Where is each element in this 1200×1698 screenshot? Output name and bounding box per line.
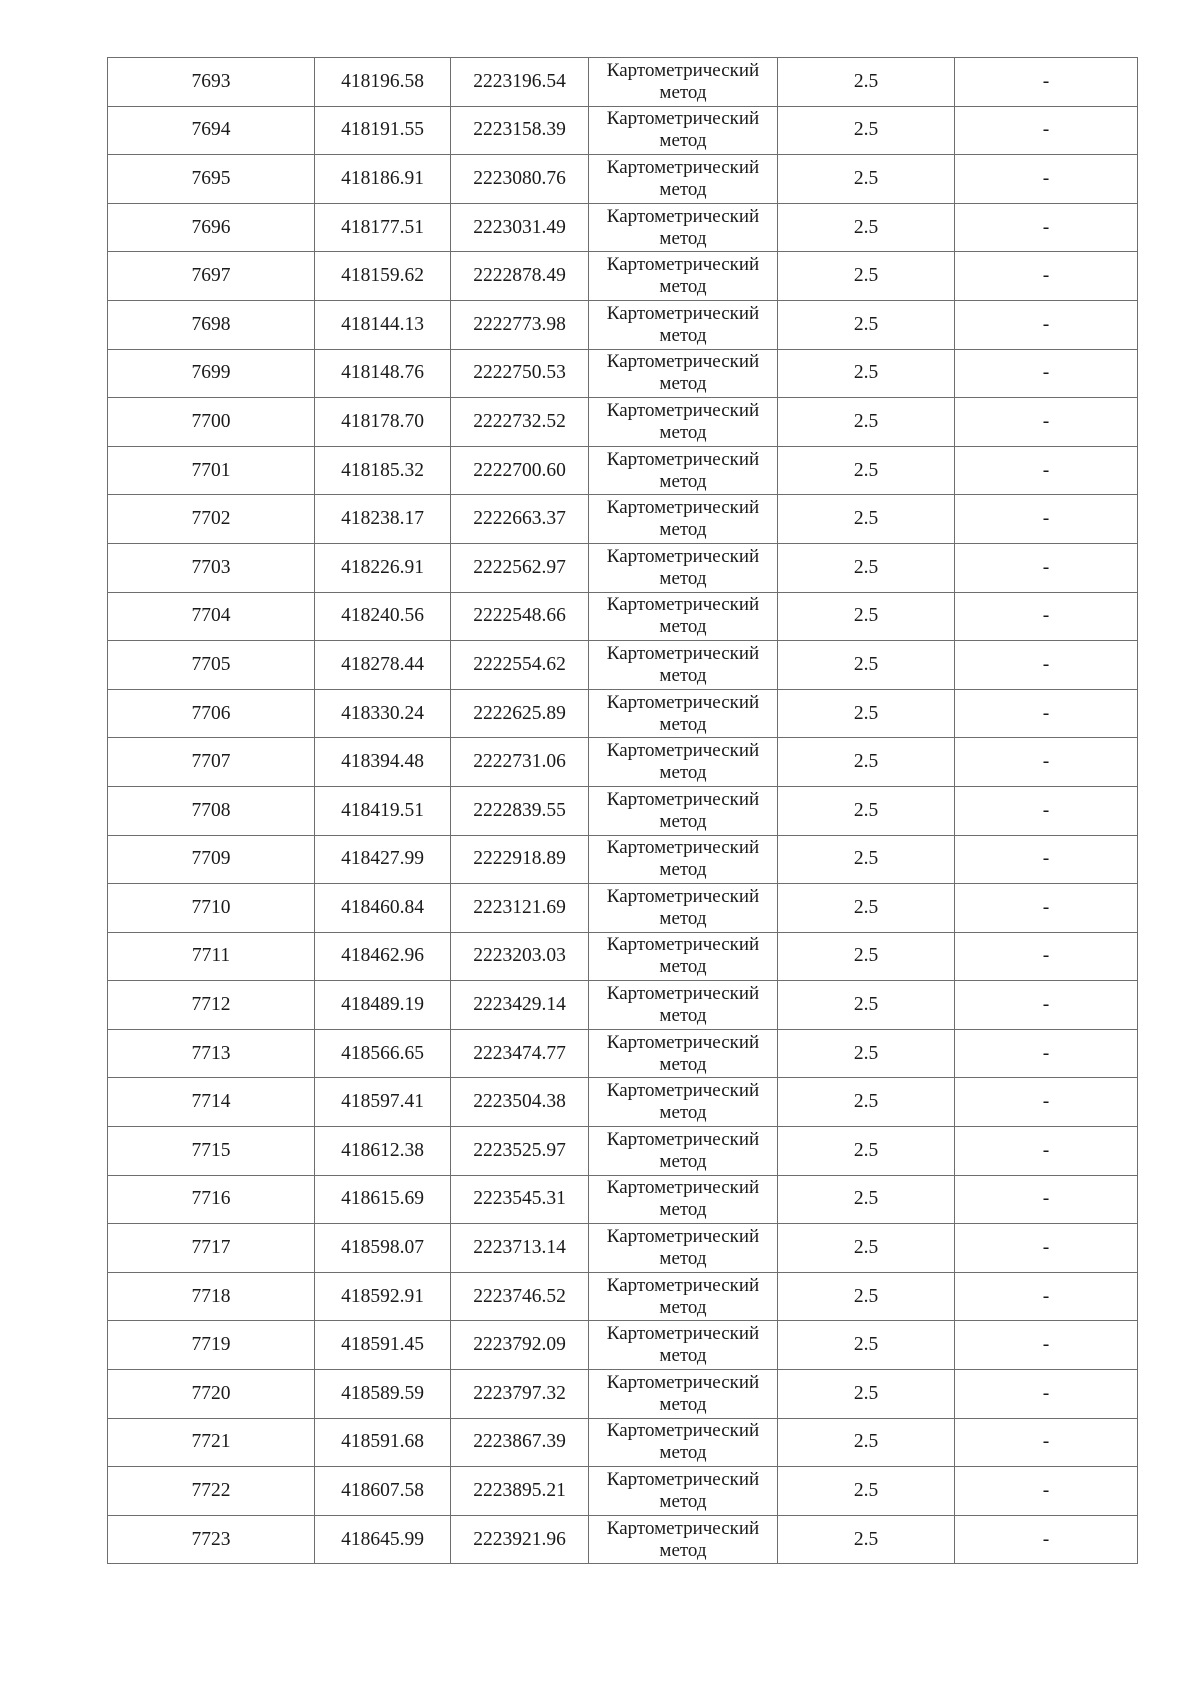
note-cell: - (955, 495, 1138, 544)
table-row (108, 252, 1138, 301)
point-number-cell: 7722 (108, 1467, 315, 1516)
note-cell: - (955, 543, 1138, 592)
point-number-cell: 7712 (108, 981, 315, 1030)
precision-cell: 2.5 (778, 398, 955, 447)
table-row (108, 300, 1138, 349)
note-cell: - (955, 203, 1138, 252)
precision-cell: 2.5 (778, 446, 955, 495)
y-coordinate-cell: 2222700.60 (451, 446, 589, 495)
precision-cell: 2.5 (778, 1321, 955, 1370)
y-coordinate-cell: 2222663.37 (451, 495, 589, 544)
point-number-cell: 7695 (108, 155, 315, 204)
table-row (108, 592, 1138, 641)
y-coordinate-cell: 2223504.38 (451, 1078, 589, 1127)
x-coordinate-cell: 418615.69 (315, 1175, 451, 1224)
note-cell: - (955, 884, 1138, 933)
table-row (108, 349, 1138, 398)
note-cell: - (955, 1467, 1138, 1516)
method-cell: Картометрический метод (589, 1321, 778, 1370)
note-cell: - (955, 1127, 1138, 1176)
y-coordinate-cell: 2223867.39 (451, 1418, 589, 1467)
point-number-cell: 7698 (108, 300, 315, 349)
x-coordinate-cell: 418178.70 (315, 398, 451, 447)
note-cell: - (955, 738, 1138, 787)
table-row (108, 1175, 1138, 1224)
point-number-cell: 7723 (108, 1515, 315, 1564)
note-cell: - (955, 1370, 1138, 1419)
table-row (108, 446, 1138, 495)
method-cell: Картометрический метод (589, 884, 778, 933)
method-cell: Картометрический метод (589, 446, 778, 495)
x-coordinate-cell: 418591.45 (315, 1321, 451, 1370)
precision-cell: 2.5 (778, 106, 955, 155)
table-row (108, 543, 1138, 592)
point-number-cell: 7710 (108, 884, 315, 933)
y-coordinate-cell: 2223121.69 (451, 884, 589, 933)
table-row (108, 932, 1138, 981)
method-cell: Картометрический метод (589, 1370, 778, 1419)
table-row (108, 884, 1138, 933)
note-cell: - (955, 1321, 1138, 1370)
table-row (108, 1467, 1138, 1516)
y-coordinate-cell: 2222839.55 (451, 786, 589, 835)
table-row (108, 1224, 1138, 1273)
y-coordinate-cell: 2222732.52 (451, 398, 589, 447)
point-number-cell: 7704 (108, 592, 315, 641)
method-cell: Картометрический метод (589, 495, 778, 544)
x-coordinate-cell: 418591.68 (315, 1418, 451, 1467)
precision-cell: 2.5 (778, 1224, 955, 1273)
point-number-cell: 7703 (108, 543, 315, 592)
precision-cell: 2.5 (778, 1078, 955, 1127)
point-number-cell: 7702 (108, 495, 315, 544)
table-row (108, 1272, 1138, 1321)
point-number-cell: 7705 (108, 641, 315, 690)
method-cell: Картометрический метод (589, 1418, 778, 1467)
table-row (108, 738, 1138, 787)
x-coordinate-cell: 418278.44 (315, 641, 451, 690)
y-coordinate-cell: 2223080.76 (451, 155, 589, 204)
note-cell: - (955, 786, 1138, 835)
point-number-cell: 7717 (108, 1224, 315, 1273)
point-number-cell: 7707 (108, 738, 315, 787)
y-coordinate-cell: 2222731.06 (451, 738, 589, 787)
method-cell: Картометрический метод (589, 981, 778, 1030)
point-number-cell: 7714 (108, 1078, 315, 1127)
method-cell: Картометрический метод (589, 1029, 778, 1078)
note-cell: - (955, 252, 1138, 301)
method-cell: Картометрический метод (589, 155, 778, 204)
table-row (108, 981, 1138, 1030)
precision-cell: 2.5 (778, 592, 955, 641)
method-cell: Картометрический метод (589, 932, 778, 981)
point-number-cell: 7694 (108, 106, 315, 155)
x-coordinate-cell: 418226.91 (315, 543, 451, 592)
point-number-cell: 7713 (108, 1029, 315, 1078)
y-coordinate-cell: 2223158.39 (451, 106, 589, 155)
table-row (108, 641, 1138, 690)
note-cell: - (955, 1272, 1138, 1321)
precision-cell: 2.5 (778, 1175, 955, 1224)
method-cell: Картометрический метод (589, 1224, 778, 1273)
method-cell: Картометрический метод (589, 641, 778, 690)
precision-cell: 2.5 (778, 543, 955, 592)
method-cell: Картометрический метод (589, 689, 778, 738)
table-row (108, 1029, 1138, 1078)
precision-cell: 2.5 (778, 932, 955, 981)
method-cell: Картометрический метод (589, 300, 778, 349)
x-coordinate-cell: 418240.56 (315, 592, 451, 641)
note-cell: - (955, 58, 1138, 107)
table-row (108, 155, 1138, 204)
method-cell: Картометрический метод (589, 543, 778, 592)
point-number-cell: 7697 (108, 252, 315, 301)
note-cell: - (955, 446, 1138, 495)
y-coordinate-cell: 2222918.89 (451, 835, 589, 884)
method-cell: Картометрический метод (589, 106, 778, 155)
x-coordinate-cell: 418185.32 (315, 446, 451, 495)
method-cell: Картометрический метод (589, 1272, 778, 1321)
x-coordinate-cell: 418612.38 (315, 1127, 451, 1176)
x-coordinate-cell: 418462.96 (315, 932, 451, 981)
table-row (108, 495, 1138, 544)
note-cell: - (955, 592, 1138, 641)
table-row (108, 835, 1138, 884)
point-number-cell: 7701 (108, 446, 315, 495)
y-coordinate-cell: 2222625.89 (451, 689, 589, 738)
x-coordinate-cell: 418645.99 (315, 1515, 451, 1564)
method-cell: Картометрический метод (589, 738, 778, 787)
y-coordinate-cell: 2222878.49 (451, 252, 589, 301)
method-cell: Картометрический метод (589, 1467, 778, 1516)
precision-cell: 2.5 (778, 1272, 955, 1321)
method-cell: Картометрический метод (589, 349, 778, 398)
x-coordinate-cell: 418592.91 (315, 1272, 451, 1321)
precision-cell: 2.5 (778, 495, 955, 544)
note-cell: - (955, 398, 1138, 447)
method-cell: Картометрический метод (589, 1175, 778, 1224)
x-coordinate-cell: 418419.51 (315, 786, 451, 835)
x-coordinate-cell: 418566.65 (315, 1029, 451, 1078)
precision-cell: 2.5 (778, 689, 955, 738)
x-coordinate-cell: 418597.41 (315, 1078, 451, 1127)
x-coordinate-cell: 418460.84 (315, 884, 451, 933)
precision-cell: 2.5 (778, 252, 955, 301)
precision-cell: 2.5 (778, 884, 955, 933)
table-row (108, 786, 1138, 835)
point-number-cell: 7693 (108, 58, 315, 107)
method-cell: Картометрический метод (589, 1127, 778, 1176)
method-cell: Картометрический метод (589, 58, 778, 107)
note-cell: - (955, 106, 1138, 155)
table-row (108, 1127, 1138, 1176)
method-cell: Картометрический метод (589, 835, 778, 884)
y-coordinate-cell: 2223525.97 (451, 1127, 589, 1176)
method-cell: Картометрический метод (589, 1078, 778, 1127)
x-coordinate-cell: 418191.55 (315, 106, 451, 155)
table-row (108, 1418, 1138, 1467)
precision-cell: 2.5 (778, 1370, 955, 1419)
y-coordinate-cell: 2222548.66 (451, 592, 589, 641)
x-coordinate-cell: 418159.62 (315, 252, 451, 301)
x-coordinate-cell: 418148.76 (315, 349, 451, 398)
y-coordinate-cell: 2223713.14 (451, 1224, 589, 1273)
x-coordinate-cell: 418607.58 (315, 1467, 451, 1516)
note-cell: - (955, 1078, 1138, 1127)
method-cell: Картометрический метод (589, 592, 778, 641)
x-coordinate-cell: 418589.59 (315, 1370, 451, 1419)
y-coordinate-cell: 2222773.98 (451, 300, 589, 349)
precision-cell: 2.5 (778, 1467, 955, 1516)
method-cell: Картометрический метод (589, 398, 778, 447)
x-coordinate-cell: 418489.19 (315, 981, 451, 1030)
precision-cell: 2.5 (778, 1127, 955, 1176)
y-coordinate-cell: 2223792.09 (451, 1321, 589, 1370)
y-coordinate-cell: 2223746.52 (451, 1272, 589, 1321)
y-coordinate-cell: 2223921.96 (451, 1515, 589, 1564)
method-cell: Картометрический метод (589, 203, 778, 252)
table-row (108, 1515, 1138, 1564)
precision-cell: 2.5 (778, 203, 955, 252)
coordinates-table (107, 57, 1138, 1564)
x-coordinate-cell: 418330.24 (315, 689, 451, 738)
precision-cell: 2.5 (778, 786, 955, 835)
point-number-cell: 7715 (108, 1127, 315, 1176)
precision-cell: 2.5 (778, 349, 955, 398)
note-cell: - (955, 1029, 1138, 1078)
table-row (108, 1078, 1138, 1127)
note-cell: - (955, 689, 1138, 738)
table-body (108, 58, 1138, 1564)
table-row (108, 106, 1138, 155)
y-coordinate-cell: 2222554.62 (451, 641, 589, 690)
y-coordinate-cell: 2223474.77 (451, 1029, 589, 1078)
note-cell: - (955, 1515, 1138, 1564)
x-coordinate-cell: 418144.13 (315, 300, 451, 349)
precision-cell: 2.5 (778, 1029, 955, 1078)
precision-cell: 2.5 (778, 1418, 955, 1467)
point-number-cell: 7716 (108, 1175, 315, 1224)
point-number-cell: 7720 (108, 1370, 315, 1419)
precision-cell: 2.5 (778, 738, 955, 787)
note-cell: - (955, 1224, 1138, 1273)
y-coordinate-cell: 2223196.54 (451, 58, 589, 107)
method-cell: Картометрический метод (589, 786, 778, 835)
precision-cell: 2.5 (778, 58, 955, 107)
precision-cell: 2.5 (778, 981, 955, 1030)
precision-cell: 2.5 (778, 155, 955, 204)
y-coordinate-cell: 2223031.49 (451, 203, 589, 252)
note-cell: - (955, 641, 1138, 690)
y-coordinate-cell: 2223203.03 (451, 932, 589, 981)
table-row (108, 1321, 1138, 1370)
y-coordinate-cell: 2222750.53 (451, 349, 589, 398)
point-number-cell: 7700 (108, 398, 315, 447)
table-row (108, 689, 1138, 738)
note-cell: - (955, 835, 1138, 884)
y-coordinate-cell: 2223797.32 (451, 1370, 589, 1419)
method-cell: Картометрический метод (589, 1515, 778, 1564)
table-row (108, 203, 1138, 252)
y-coordinate-cell: 2222562.97 (451, 543, 589, 592)
x-coordinate-cell: 418394.48 (315, 738, 451, 787)
note-cell: - (955, 349, 1138, 398)
y-coordinate-cell: 2223429.14 (451, 981, 589, 1030)
y-coordinate-cell: 2223895.21 (451, 1467, 589, 1516)
point-number-cell: 7718 (108, 1272, 315, 1321)
x-coordinate-cell: 418238.17 (315, 495, 451, 544)
table-row (108, 398, 1138, 447)
note-cell: - (955, 1418, 1138, 1467)
y-coordinate-cell: 2223545.31 (451, 1175, 589, 1224)
point-number-cell: 7708 (108, 786, 315, 835)
table-row (108, 1370, 1138, 1419)
point-number-cell: 7719 (108, 1321, 315, 1370)
note-cell: - (955, 155, 1138, 204)
point-number-cell: 7706 (108, 689, 315, 738)
note-cell: - (955, 1175, 1138, 1224)
x-coordinate-cell: 418598.07 (315, 1224, 451, 1273)
table-row (108, 58, 1138, 107)
x-coordinate-cell: 418196.58 (315, 58, 451, 107)
point-number-cell: 7711 (108, 932, 315, 981)
precision-cell: 2.5 (778, 1515, 955, 1564)
point-number-cell: 7721 (108, 1418, 315, 1467)
x-coordinate-cell: 418427.99 (315, 835, 451, 884)
point-number-cell: 7709 (108, 835, 315, 884)
note-cell: - (955, 932, 1138, 981)
x-coordinate-cell: 418186.91 (315, 155, 451, 204)
precision-cell: 2.5 (778, 641, 955, 690)
precision-cell: 2.5 (778, 300, 955, 349)
point-number-cell: 7699 (108, 349, 315, 398)
method-cell: Картометрический метод (589, 252, 778, 301)
point-number-cell: 7696 (108, 203, 315, 252)
note-cell: - (955, 981, 1138, 1030)
note-cell: - (955, 300, 1138, 349)
x-coordinate-cell: 418177.51 (315, 203, 451, 252)
precision-cell: 2.5 (778, 835, 955, 884)
